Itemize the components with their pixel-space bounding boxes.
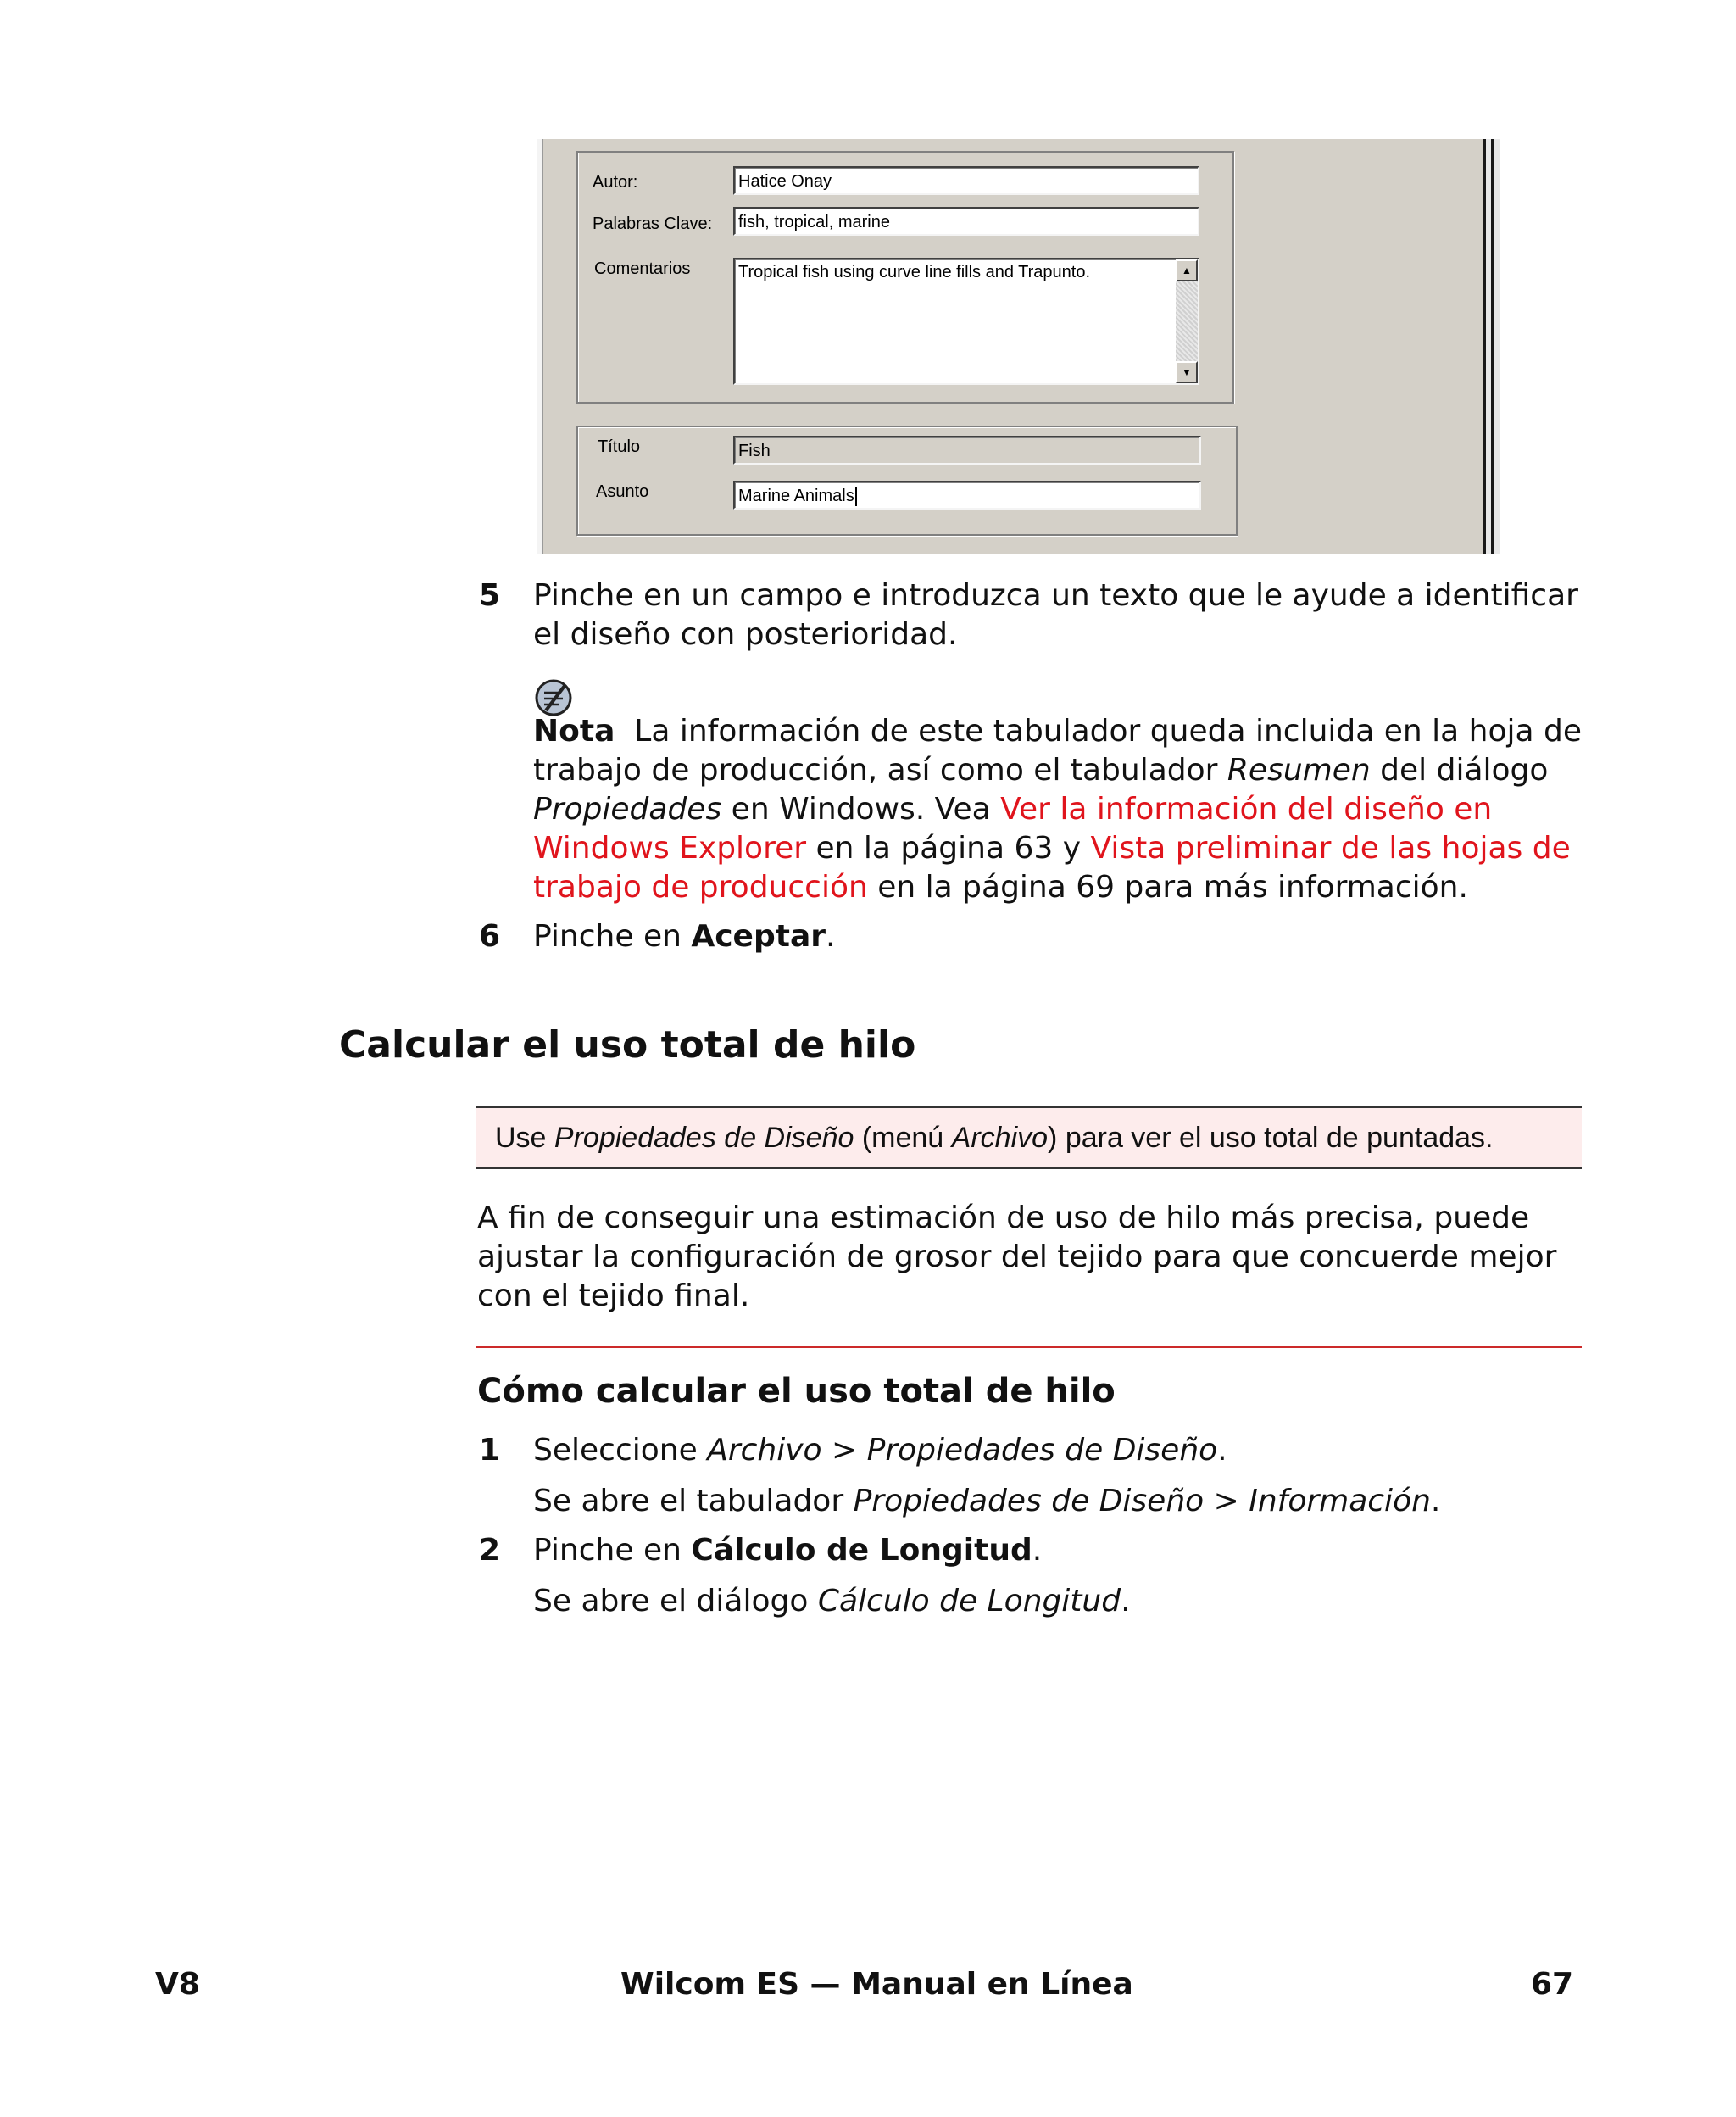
callout-em-1: Propiedades de Diseño (554, 1122, 854, 1154)
procedure-step-1-result-tab: Propiedades de Diseño > Información (853, 1484, 1431, 1518)
section-heading: Calcular el uso total de hilo (339, 1023, 916, 1067)
note-paragraph (533, 712, 1584, 907)
procedure-step-2-result-lead: Se abre el diálogo (533, 1584, 809, 1618)
procedure-heading: Cómo calcular el uso total de hilo (477, 1372, 1116, 1411)
footer-page-number: 67 (1531, 1967, 1574, 2002)
link-windows-explorer[interactable]: Ver la información del diseño en Windows Explorer (533, 792, 1493, 866)
procedure-step-1-end: . (1217, 1433, 1227, 1468)
note-text-2: del diálogo (1380, 753, 1549, 788)
procedure-step-1-result-end: . (1430, 1484, 1441, 1518)
subject-field[interactable] (733, 481, 1201, 510)
step-5-text: Pinche en un campo e introduzca un texto que le ayude a identificar el diseño con posterioridad. (533, 578, 1578, 652)
callout-text-2: (menú (861, 1122, 944, 1154)
procedure-step-2-result (533, 1582, 1584, 1621)
dialog-right-edge (1483, 139, 1500, 554)
section-divider (476, 1346, 1582, 1348)
procedure-step-2-text (533, 1531, 1584, 1570)
author-field[interactable]: Hatice Onay (733, 166, 1199, 195)
footer-title: Wilcom ES — Manual en Línea (620, 1967, 1133, 2002)
step-5-number: 5 (479, 578, 501, 613)
section-paragraph: A fin de conseguir una estimación de uso de hilo más precisa, puede ajustar la configuración de grosor del tejido para que concuerde mejor con el tejido final. (477, 1201, 1557, 1313)
footer-version: V8 (155, 1967, 200, 2002)
procedure-step-2-number: 2 (479, 1533, 501, 1568)
note-text-4: en la página 63 y (815, 831, 1082, 866)
title-label: Título (598, 437, 641, 456)
callout-box (476, 1106, 1582, 1169)
comments-label: Comentarios (594, 259, 691, 278)
scroll-down-arrow-icon[interactable]: ▼ (1176, 361, 1198, 383)
callout-em-2: Archivo (951, 1122, 1049, 1154)
note-text-3: en Windows. Vea (731, 792, 991, 827)
step-6-text-after: . (826, 919, 836, 954)
procedure-step-1-menu-path: Archivo > Propiedades de Diseño (707, 1433, 1218, 1468)
scroll-up-arrow-icon[interactable]: ▲ (1176, 259, 1198, 281)
callout-text-3: ) para ver el uso total de puntadas. (1048, 1122, 1494, 1154)
author-label: Autor: (593, 173, 638, 192)
procedure-step-1-text (533, 1431, 1584, 1470)
procedure-step-1-result-lead: Se abre el tabulador (533, 1484, 844, 1518)
step-6-number: 6 (479, 919, 501, 954)
procedure-step-2-end: . (1032, 1533, 1043, 1568)
keywords-field[interactable]: fish, tropical, marine (733, 207, 1199, 236)
step-6-text (533, 917, 1584, 956)
dialog-left-edge (537, 139, 543, 554)
step-6-bold: Aceptar (691, 919, 826, 954)
subject-label: Asunto (596, 482, 649, 501)
procedure-step-2-result-end: . (1121, 1584, 1131, 1618)
procedure-step-1-lead: Seleccione (533, 1433, 698, 1468)
procedure-step-2-result-dialog: Cálculo de Longitud (817, 1584, 1121, 1618)
subject-text: Marine Animals (738, 487, 857, 505)
note-resumen: Resumen (1227, 753, 1371, 788)
design-properties-dialog (537, 139, 1500, 554)
procedure-step-2-lead: Pinche en (533, 1533, 682, 1568)
callout-text-1: Use (495, 1122, 547, 1154)
note-text-5: en la página 69 para más información. (877, 870, 1468, 905)
procedure-step-1-result (533, 1482, 1584, 1521)
note-label: Nota (533, 714, 615, 749)
keywords-label: Palabras Clave: (593, 214, 713, 233)
procedure-step-1-number: 1 (479, 1433, 501, 1468)
note-text-1: La información de este tabulador queda incluida en la hoja de trabajo de producción, así como el tabulador (533, 714, 1583, 788)
title-field[interactable]: Fish (733, 436, 1201, 465)
step-6-text-before: Pinche en (533, 919, 682, 954)
procedure-step-2-button: Cálculo de Longitud (691, 1533, 1032, 1568)
comments-scrollbar[interactable] (1176, 259, 1198, 383)
comments-text: Tropical fish using curve line fills and Trapunto. (738, 263, 1091, 281)
comments-field[interactable] (733, 258, 1199, 385)
note-propiedades: Propiedades (533, 792, 722, 827)
link-production-worksheets[interactable]: Vista preliminar de las hojas de trabajo de producción (533, 831, 1571, 905)
